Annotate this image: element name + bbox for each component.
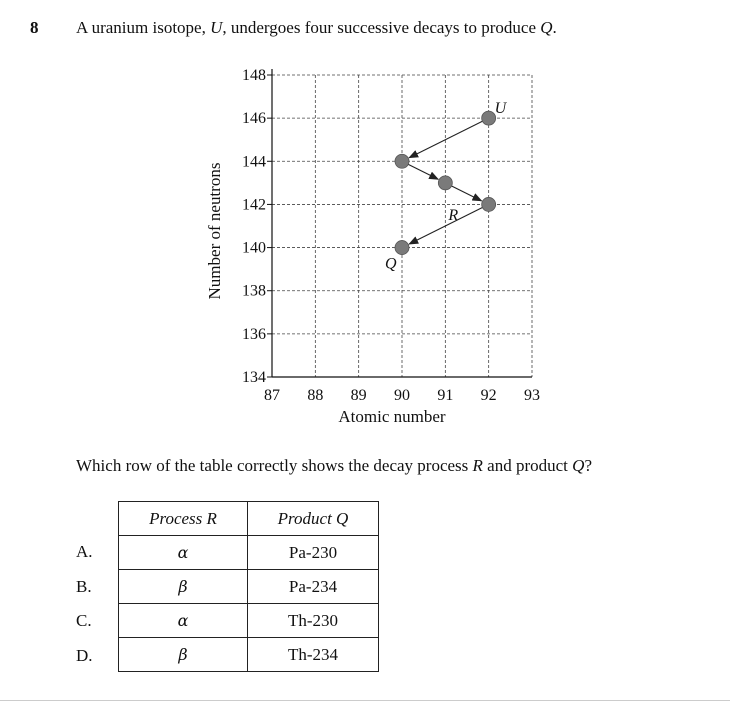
stem-text: , undergoes four successive decays to produce [222,18,541,37]
table-row[interactable] [119,570,379,604]
option-letter-d[interactable]: D. [76,645,93,665]
y-tick-label: 138 [242,282,266,300]
data-point [438,176,452,190]
x-axis-title: Atomic number [338,407,446,426]
data-point [482,197,496,211]
data-point [395,154,409,168]
x-tick-label: 92 [480,387,497,404]
stem-text: A uranium isotope, [76,18,211,37]
decay-arrow [409,208,482,244]
x-tick-label: 88 [307,387,324,404]
decay-arrow [409,121,482,157]
options-table [118,501,379,672]
stem-symbol-u: U [210,18,223,37]
data-point [482,111,496,125]
x-tick-label: 87 [264,387,280,404]
table-row[interactable] [119,536,379,570]
prompt-symbol-q: Q [572,456,585,475]
x-tick-label: 91 [437,387,454,404]
y-axis-title: Number of neutrons [205,162,224,300]
table-row[interactable] [119,604,379,638]
table-row[interactable] [119,638,379,672]
cell-process: β [119,638,248,672]
option-letter-a[interactable]: A. [76,542,93,561]
y-tick-label: 146 [242,110,266,128]
option-letters [76,535,93,673]
option-letter-c[interactable]: C. [76,611,92,630]
cell-product: Pa-230 [248,536,379,570]
page-bottom-rule [0,700,730,701]
prompt-text: ? [584,456,592,475]
y-tick-label: 140 [242,239,266,257]
y-tick-label: 136 [242,325,266,343]
cell-process: β [119,570,248,604]
y-tick-label: 134 [242,369,266,386]
y-tick-label: 148 [242,67,266,84]
cell-product: Th-230 [248,604,379,638]
prompt-text: and product [482,456,573,475]
stem-text: . [552,18,557,37]
decay-arrow [408,164,438,179]
y-tick-label: 144 [242,153,266,171]
cell-product: Th-234 [248,638,379,672]
arrow-label-r: R [448,207,459,224]
decay-arrow [452,186,482,201]
cell-process: α [119,536,248,570]
header-product: Product Q [248,502,379,536]
point-label-q: Q [385,255,397,273]
cell-product: Pa-234 [248,570,379,604]
prompt-symbol-r: R [472,456,483,475]
data-point [395,241,409,255]
table-header-row [119,502,379,536]
cell-process: α [119,604,248,638]
x-tick-label: 93 [524,387,540,404]
point-label-u: U [494,100,507,118]
x-tick-label: 90 [394,387,410,404]
stem-symbol-q: Q [540,18,553,37]
y-tick-label: 142 [242,196,266,214]
header-process: Process R [119,502,248,536]
prompt-text: Which row of the table correctly shows the decay process [76,456,473,475]
question-number: 8 [30,18,39,37]
x-tick-label: 89 [350,387,367,404]
question-prompt [76,456,592,476]
option-letter-b[interactable]: B. [76,576,92,596]
